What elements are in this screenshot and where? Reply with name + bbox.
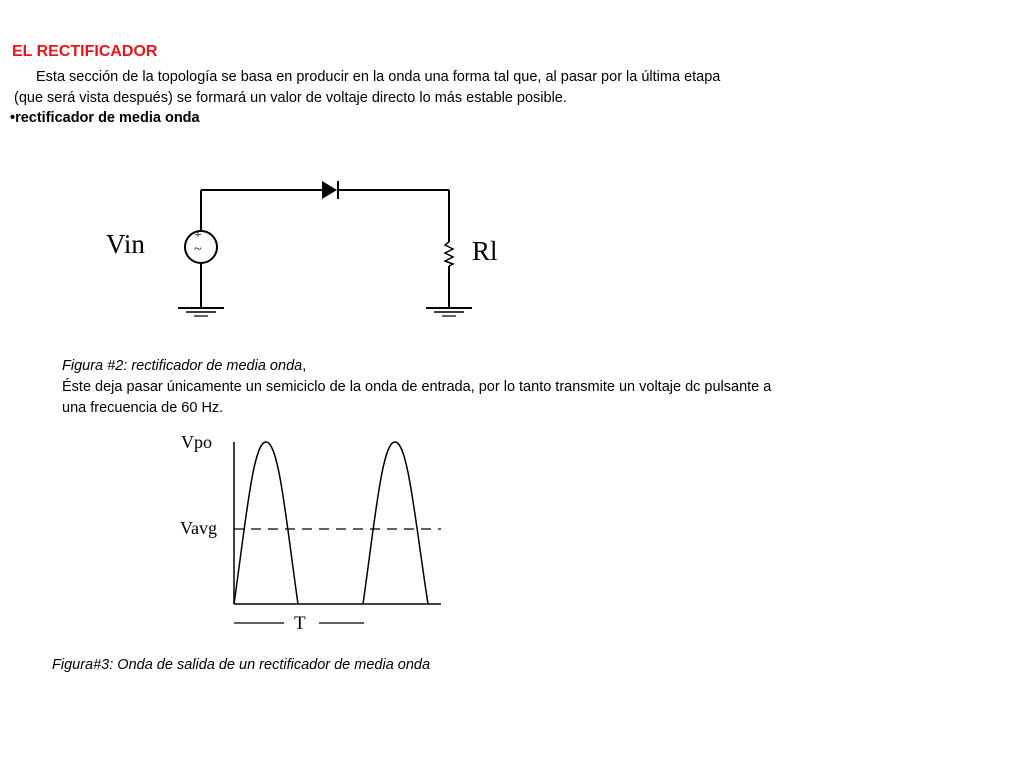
period-label: T [294, 613, 306, 634]
description-line-2: una frecuencia de 60 Hz. [62, 400, 224, 416]
rl-label: Rl [472, 236, 498, 266]
ground-symbol-right [426, 308, 472, 316]
vin-label: Vin [106, 229, 145, 259]
source-sine-icon: ~ [194, 242, 202, 257]
resistor-zigzag [445, 242, 453, 266]
bullet-text: rectificador de media onda [15, 110, 200, 126]
ground-symbol-left [178, 308, 224, 316]
page-title: EL RECTIFICADOR [12, 43, 158, 60]
figure2-caption [62, 357, 306, 375]
intro-line-1: Esta sección de la topología se basa en producir en la onda una forma tal que, al pasar por la última etapa [36, 69, 721, 85]
diode-triangle [322, 181, 337, 199]
figure2-caption-text: Figura #2: rectificador de media onda [62, 358, 303, 374]
half-wave-pulse-1 [234, 442, 298, 604]
vavg-label: Vavg [180, 518, 217, 538]
half-wave-pulse-2 [363, 442, 428, 604]
output-waveform [234, 442, 441, 623]
bullet-item [10, 109, 200, 127]
source-plus-sign: + [194, 228, 202, 243]
intro-line-2: (que será vista después) se formará un valor de voltaje directo lo más estable posible. [14, 90, 567, 106]
figure2-caption-suffix: , [302, 358, 307, 374]
bullet-symbol: • [10, 110, 16, 126]
figure3-caption: Figura#3: Onda de salida de un rectificador de media onda [52, 657, 431, 673]
description-line-1: Éste deja pasar únicamente un semiciclo de la onda de entrada, por lo tanto transmite un voltaje dc pulsante a [62, 379, 772, 395]
vpo-label: Vpo [181, 432, 212, 452]
